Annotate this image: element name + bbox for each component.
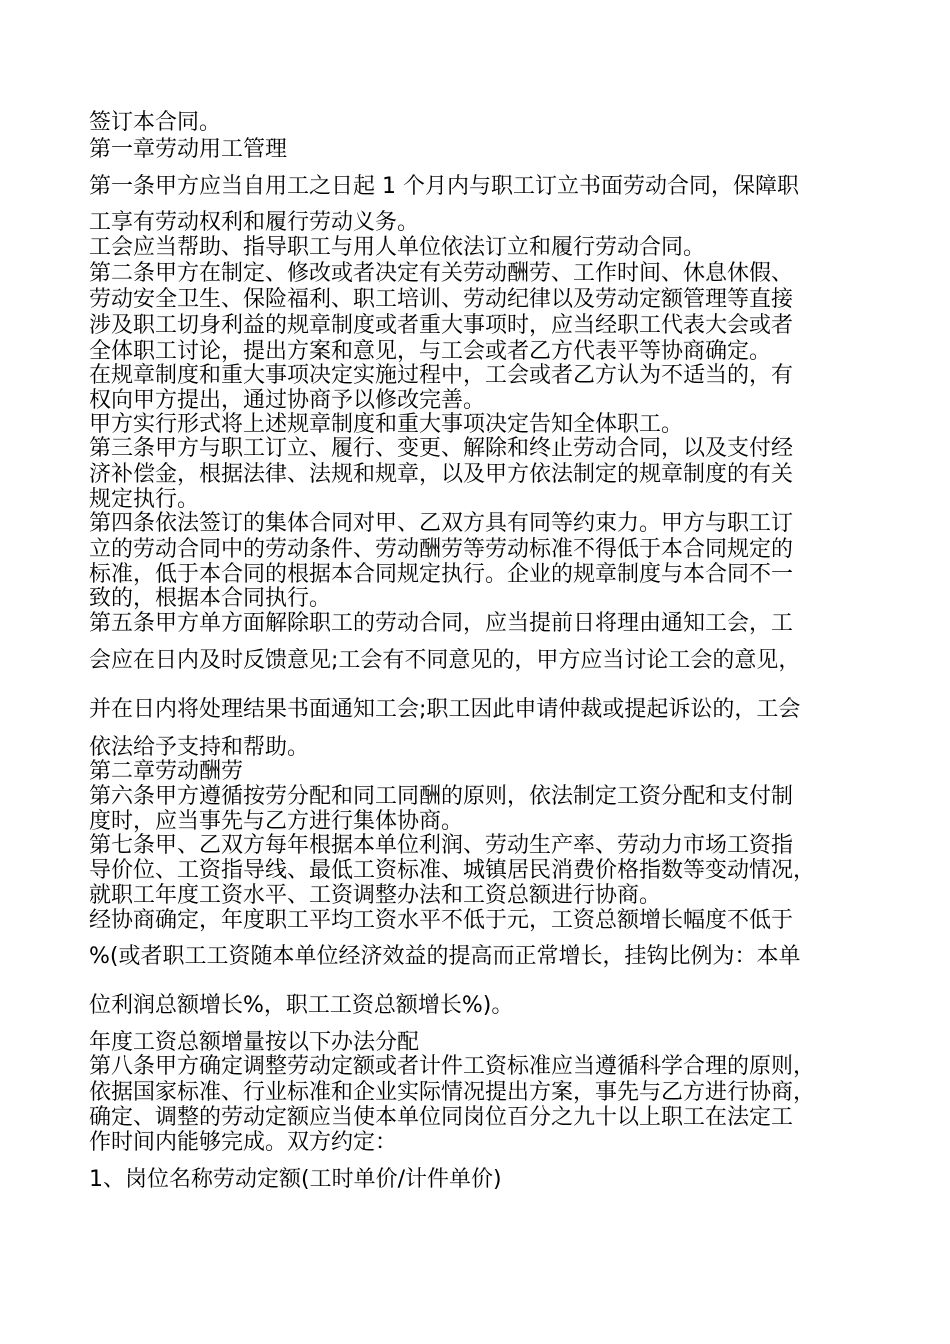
- text-line: 年度工资总额增量按以下办法分配: [89, 1030, 420, 1055]
- chapter-heading: 第一章劳动用工管理: [89, 137, 288, 162]
- text-line: 依据国家标准、行业标准和企业实际情况提出方案，事先与乙方进行协商，: [89, 1080, 816, 1105]
- text-line: 导价位、工资指导线、最低工资标准、城镇居民消费价格指数等变动情况，: [89, 858, 816, 883]
- text-line: 第八条甲方确定调整劳动定额或者计件工资标准应当遵循科学合理的原则，: [89, 1054, 816, 1079]
- list-item: 1、岗位名称劳动定额(工时单价/计件单价): [89, 1167, 502, 1192]
- text-line: 第六条甲方遵循按劳分配和同工同酬的原则，依法制定工资分配和支付制: [89, 784, 794, 809]
- text-line: 位利润总额增长%，职工工资总额增长%)。: [89, 993, 514, 1018]
- text-line: 度时，应当事先与乙方进行集体协商。: [89, 809, 464, 834]
- text-line: 权向甲方提出，通过协商予以修改完善。: [89, 388, 486, 413]
- chapter-heading: 第二章劳动酬劳: [89, 759, 244, 784]
- text-line: 第二条甲方在制定、修改或者决定有关劳动酬劳、工作时间、休息休假、: [89, 261, 794, 286]
- text-line: 就职工年度工资水平、工资调整办法和工资总额进行协商。: [89, 883, 662, 908]
- text-line: 第一条甲方应当自用工之日起 1 个月内与职工订立书面劳动合同，保障职: [89, 174, 799, 199]
- text-line: 经协商确定，年度职工平均工资水平不低于元，工资总额增长幅度不低于: [89, 908, 794, 933]
- text-line: 会应在日内及时反馈意见;工会有不同意见的，甲方应当讨论工会的意见，: [89, 648, 801, 673]
- text-line: 立的劳动合同中的劳动条件、劳动酬劳等劳动标准不得低于本合同规定的: [89, 537, 794, 562]
- text-line: 作时间内能够完成。双方约定：: [89, 1130, 398, 1155]
- text-line: 甲方实行形式将上述规章制度和重大事项决定告知全体职工。: [89, 412, 684, 437]
- text-line: 第五条甲方单方面解除职工的劳动合同，应当提前日将理由通知工会，工: [89, 611, 794, 636]
- text-line: 签订本合同。: [89, 110, 222, 135]
- text-line: 规定执行。: [89, 487, 200, 512]
- text-line: 确定、调整的劳动定额应当使本单位同岗位百分之九十以上职工在法定工: [89, 1105, 794, 1130]
- text-line: 工会应当帮助、指导职工与用人单位依法订立和履行劳动合同。: [89, 235, 706, 260]
- text-line: %(或者职工工资随本单位经济效益的提高而正常增长，挂钩比例为：本单: [89, 944, 801, 969]
- text-line: 致的，根据本合同执行。: [89, 586, 332, 611]
- text-line: 标准，低于本合同的根据本合同规定执行。企业的规章制度与本合同不一: [89, 562, 794, 587]
- text-line: 第七条甲、乙双方每年根据本单位利润、劳动生产率、劳动力市场工资指: [89, 833, 794, 858]
- text-line: 涉及职工切身利益的规章制度或者重大事项时，应当经职工代表大会或者: [89, 313, 794, 338]
- text-line: 依法给予支持和帮助。: [89, 735, 310, 760]
- text-line: 第三条甲方与职工订立、履行、变更、解除和终止劳动合同，以及支付经: [89, 436, 794, 461]
- text-line: 全体职工讨论，提出方案和意见，与工会或者乙方代表平等协商确定。: [89, 339, 772, 364]
- text-line: 劳动安全卫生、保险福利、职工培训、劳动纪律以及劳动定额管理等直接: [89, 287, 794, 312]
- text-line: 在规章制度和重大事项决定实施过程中，工会或者乙方认为不适当的，有: [89, 363, 794, 388]
- text-line: 第四条依法签订的集体合同对甲、乙双方具有同等约束力。甲方与职工订: [89, 511, 794, 536]
- text-line: 济补偿金，根据法律、法规和规章，以及甲方依法制定的规章制度的有关: [89, 462, 794, 487]
- text-line: 并在日内将处理结果书面通知工会;职工因此申请仲裁或提起诉讼的，工会: [89, 697, 801, 722]
- text-line: 工享有劳动权利和履行劳动义务。: [89, 210, 420, 235]
